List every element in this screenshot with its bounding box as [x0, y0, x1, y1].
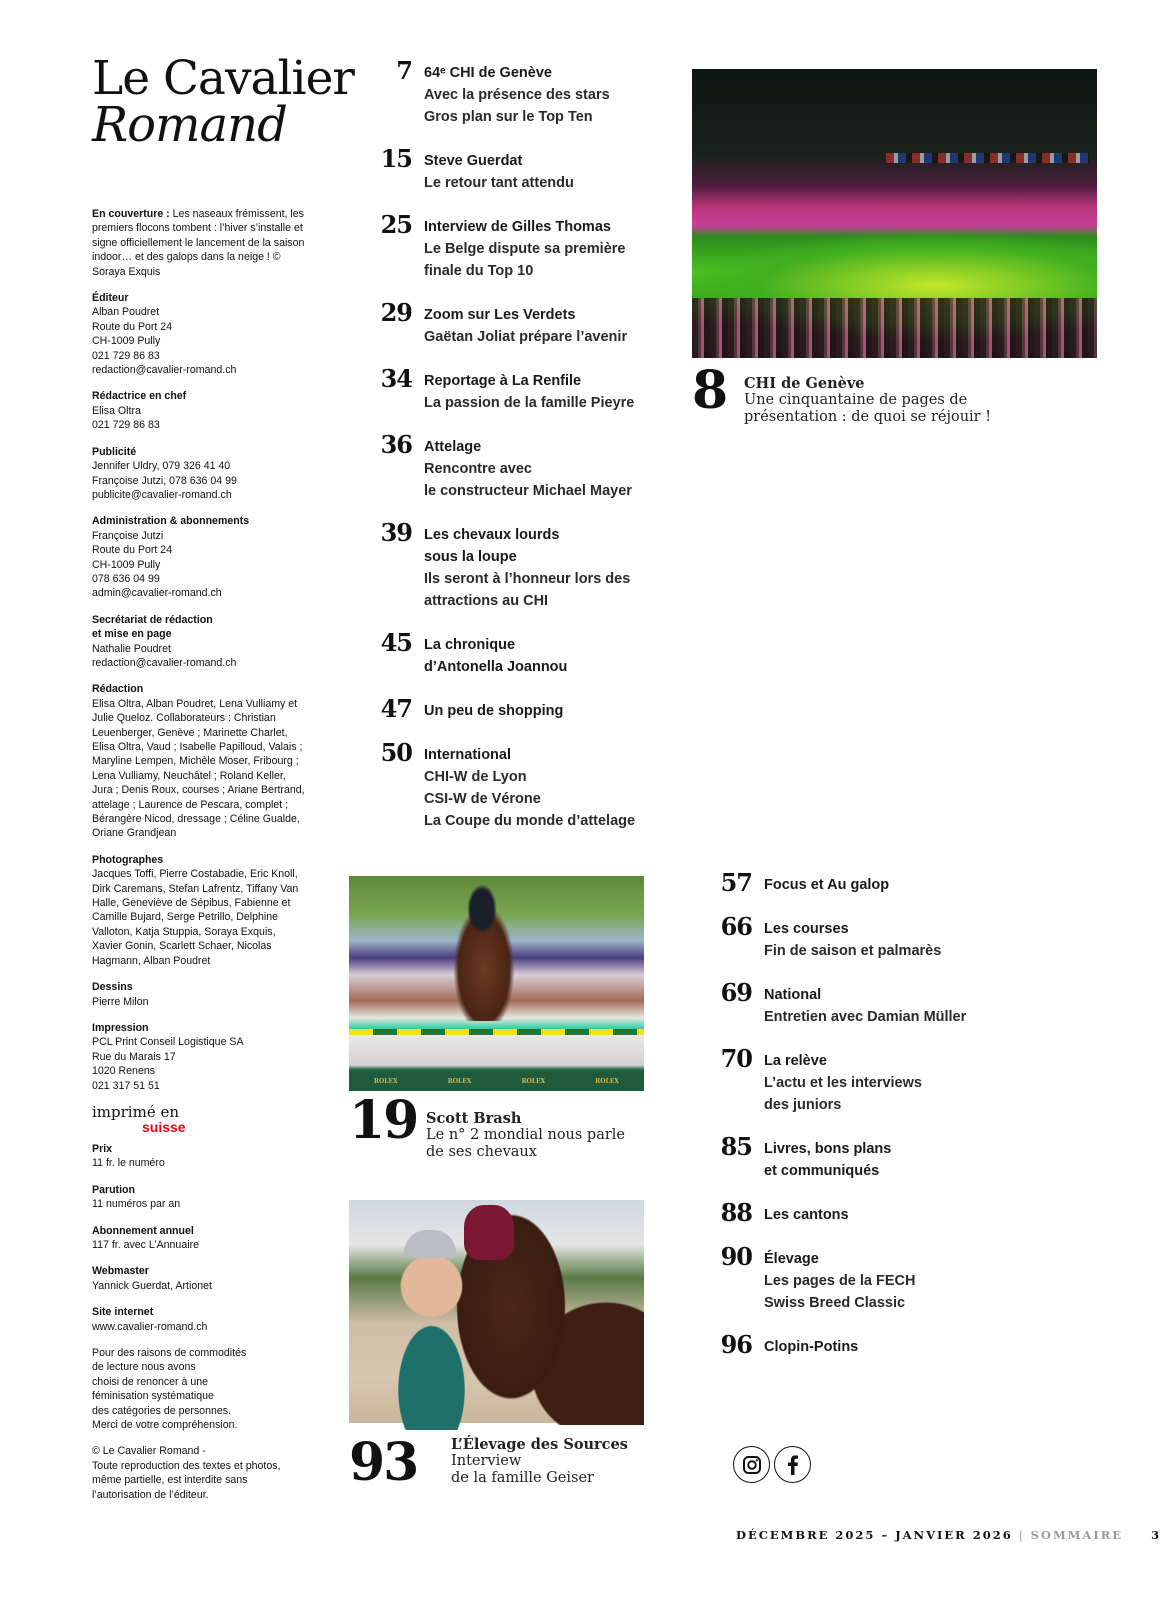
toc-entry[interactable]	[712, 912, 1012, 962]
made-in-line1: imprimé en	[92, 1102, 179, 1121]
cover-text: Les naseaux frémissent, les premiers flocons tombent : l’hiver s’installe et signe officiellement le lancement de la saison indoor… et des galops dans la neige ! © Soraya Exquis	[92, 208, 305, 278]
section-name: SOMMAIRE	[1030, 1528, 1124, 1542]
contact-link[interactable]: redaction@cavalier-romand.ch	[92, 364, 237, 377]
toc-subtitle: Les pages de la FECH	[764, 1273, 916, 1289]
imprint-block	[92, 853, 307, 968]
imprint-line: Yannick Guerdat, Artionet	[92, 1279, 212, 1292]
toc-title: Attelage	[424, 439, 482, 455]
facebook-icon[interactable]	[774, 1446, 811, 1483]
imprint-heading: Dessins	[92, 981, 133, 994]
imprint-line: CH-1009 Pully	[92, 335, 161, 348]
feature-page-number: 19	[349, 1090, 418, 1151]
toc-page-number: 88	[720, 1198, 752, 1227]
imprint-block	[92, 514, 307, 600]
imprint-heading: Rédaction	[92, 683, 144, 696]
toc-entry[interactable]	[712, 868, 1012, 897]
page-number: 3	[1151, 1528, 1161, 1542]
toc-entry[interactable]	[712, 1132, 1012, 1182]
feature-line: présentation : de quoi se réjouir !	[744, 409, 992, 425]
imprint-line: PCL Print Conseil Logistique SA	[92, 1036, 244, 1049]
toc-entry[interactable]	[372, 144, 672, 194]
toc-page-number: 7	[396, 56, 412, 85]
imprint-line: 11 numéros par an	[92, 1198, 181, 1211]
imprint-blocks-2	[92, 1142, 307, 1334]
toc-subtitle: CHI-W de Lyon	[424, 769, 527, 785]
imprint-column	[92, 207, 307, 1514]
imprint-heading: Abonnement annuel	[92, 1224, 194, 1237]
toc-title: La chronique	[424, 637, 516, 653]
toc-subtitle: Swiss Breed Classic	[764, 1295, 906, 1311]
imprint-block	[92, 445, 307, 503]
copyright-line: l’autorisation de l’éditeur.	[92, 1488, 209, 1501]
imprint-blocks	[92, 291, 307, 1093]
toc-subtitle: L’actu et les interviews	[764, 1075, 922, 1091]
toc-title: Les cantons	[764, 1207, 849, 1223]
toc-title: Steve Guerdat	[424, 153, 523, 169]
feature-line: de la famille Geiser	[451, 1470, 594, 1486]
photo-elevage-des-sources	[349, 1200, 644, 1423]
imprint-line: 021 729 86 83	[92, 349, 160, 362]
feature-line: de ses chevaux	[426, 1144, 537, 1160]
toc-subtitle: Ils seront à l’honneur lors des	[424, 571, 631, 587]
toc-page-number: 66	[720, 912, 752, 941]
imprint-heading: Site internet	[92, 1306, 154, 1319]
feature-title: L’Élevage des Sources	[451, 1436, 628, 1453]
imprint-heading: Administration & abonnements	[92, 515, 250, 528]
toc-center	[372, 56, 672, 854]
notice-line: de lecture nous avons	[92, 1361, 196, 1374]
imprint-line: Elisa Oltra	[92, 404, 141, 417]
page-footer	[736, 1528, 1161, 1542]
toc-page-number: 29	[380, 298, 412, 327]
masthead-line1: Le Cavalier	[92, 51, 354, 106]
imprint-block	[92, 613, 307, 671]
imprint-heading: Éditeur	[92, 292, 129, 305]
toc-title: Élevage	[764, 1251, 819, 1267]
toc-entry[interactable]	[372, 518, 672, 612]
toc-subtitle: Rencontre avec	[424, 461, 532, 477]
toc-title: et communiqués	[764, 1163, 880, 1179]
imprint-line: 1020 Renens	[92, 1065, 156, 1078]
toc-title: Un peu de shopping	[424, 703, 564, 719]
feature-page-number: 8	[692, 360, 727, 421]
toc-entry[interactable]	[372, 56, 672, 128]
toc-title: Clopin-Potins	[764, 1339, 859, 1355]
notice-line: Merci de votre compréhension.	[92, 1419, 238, 1432]
toc-entry[interactable]	[712, 1044, 1012, 1116]
toc-right	[712, 868, 1012, 1380]
imprint-heading: Prix	[92, 1142, 113, 1155]
toc-subtitle: Le Belge dispute sa première	[424, 241, 626, 257]
contact-link[interactable]: admin@cavalier-romand.ch	[92, 587, 222, 600]
notice-line: Pour des raisons de commodités	[92, 1347, 247, 1359]
imprint-heading: Secrétariat de rédaction	[92, 613, 213, 626]
toc-entry[interactable]	[372, 298, 672, 348]
toc-entry[interactable]	[372, 364, 672, 414]
toc-page-number: 34	[380, 364, 412, 393]
toc-page-number: 47	[380, 694, 412, 723]
toc-title: Les chevaux lourds	[424, 527, 560, 543]
copyright-line: © Le Cavalier Romand -	[92, 1445, 206, 1458]
imprint-heading: Photographes	[92, 853, 164, 866]
toc-subtitle: Le retour tant attendu	[424, 175, 574, 191]
imprint-heading: Parution	[92, 1183, 135, 1196]
imprint-block	[92, 1305, 307, 1334]
copyright-line: même partielle, est interdite sans	[92, 1474, 248, 1487]
masthead-line2: Romand	[92, 97, 287, 153]
made-in-line2: suisse	[142, 1118, 186, 1135]
imprint-block	[92, 682, 307, 840]
banner-text: ROLEX	[447, 1077, 472, 1085]
imprint-line: Alban Poudret	[92, 306, 160, 319]
contact-link[interactable]: www.cavalier-romand.ch	[92, 1320, 208, 1333]
notice-line: des catégories de personnes.	[92, 1404, 231, 1417]
toc-title: 64ᵉ CHI de Genève	[424, 65, 552, 81]
imprint-line: Rue du Marais 17	[92, 1050, 176, 1063]
imprint-line: 021 317 51 51	[92, 1079, 160, 1092]
imprint-line: Françoise Jutzi	[92, 529, 164, 542]
imprint-block	[92, 1224, 307, 1253]
imprint-line: CH-1009 Pully	[92, 558, 161, 571]
notice-line: choisi de renoncer à une	[92, 1375, 209, 1388]
made-in-switzerland-logo	[92, 1102, 307, 1135]
imprint-block	[92, 1142, 307, 1171]
issue-date: DÉCEMBRE 2025 – JANVIER 2026	[736, 1528, 1013, 1542]
imprint-heading: Impression	[92, 1021, 149, 1034]
imprint-block	[92, 980, 307, 1009]
imprint-block	[92, 291, 307, 377]
toc-title: Livres, bons plans	[764, 1141, 892, 1157]
imprint-heading: Publicité	[92, 445, 137, 458]
imprint-line: 117 fr. avec L’Annuaire	[92, 1238, 199, 1251]
toc-entry[interactable]	[712, 1198, 1012, 1227]
toc-title: sous la loupe	[424, 549, 517, 565]
toc-page-number: 69	[720, 978, 752, 1007]
toc-page-number: 85	[720, 1132, 752, 1161]
toc-entry[interactable]	[372, 430, 672, 502]
cover-label: En couverture :	[92, 208, 170, 220]
contact-link[interactable]: redaction@cavalier-romand.ch	[92, 656, 237, 669]
photo-chi-geneve-arena	[692, 69, 1097, 358]
toc-subtitle: CSI-W de Vérone	[424, 791, 541, 807]
imprint-block	[92, 1021, 307, 1093]
banner-text: ROLEX	[521, 1077, 546, 1085]
copyright	[92, 1444, 307, 1502]
toc-entry[interactable]	[372, 694, 672, 723]
feature-line: Interview	[451, 1453, 522, 1469]
toc-page-number: 90	[720, 1242, 752, 1271]
rider	[467, 884, 497, 934]
banner-text: ROLEX	[374, 1077, 398, 1085]
imprint-heading: Webmaster	[92, 1265, 149, 1278]
imprint-line: Jennifer Uldry, 079 326 41 40	[92, 460, 231, 473]
toc-page-number: 45	[380, 628, 412, 657]
toc-entry[interactable]	[712, 1242, 1012, 1314]
notice-line: féminisation systématique	[92, 1390, 214, 1403]
toc-page-number: 25	[380, 210, 412, 239]
toc-entry[interactable]	[372, 628, 672, 678]
contact-link[interactable]: publicite@cavalier-romand.ch	[92, 488, 232, 501]
toc-subtitle: La passion de la famille Pieyre	[424, 395, 635, 411]
imprint-text: Elisa Oltra, Alban Poudret, Lena Vulliamy et Julie Queloz. Collaborateurs : Christian Leuenberger, Genève ; Marinette Charlet, Elisa Oltra, Vaud ; Isabelle Papilloud, Valais ; Maryline Lempen, Michèle Moser, Fribourg ; Lena Vulliamy, Neuchâtel ; Roland Keller, Jura ; Denis Roux, courses ; Ariane Bertrand, attelage ; Laurence de Pescara, complet ; Bérangère Nicod, dressage ; Céline Gualde, Oriane Grandjean	[92, 697, 305, 840]
imprint-line: Route du Port 24	[92, 320, 173, 333]
toc-title: Focus et Au galop	[764, 877, 890, 893]
footer-separator: |	[1018, 1528, 1025, 1542]
imprint-line: 078 636 04 99	[92, 572, 160, 585]
feature-line: Le n° 2 mondial nous parle	[426, 1127, 626, 1143]
toc-subtitle: La Coupe du monde d’attelage	[424, 813, 636, 829]
masthead	[92, 51, 354, 153]
imprint-heading: Rédactrice en chef	[92, 390, 187, 403]
notice	[92, 1346, 307, 1432]
toc-title: International	[424, 747, 512, 763]
feature-title: CHI de Genève	[744, 375, 865, 392]
jump-pole	[349, 1029, 644, 1035]
banner-text: ROLEX	[595, 1077, 619, 1085]
cover-credit	[92, 207, 307, 279]
toc-page-number: 57	[720, 868, 752, 897]
toc-subtitle: attractions au CHI	[424, 593, 549, 609]
toc-title: Interview de Gilles Thomas	[424, 219, 611, 235]
imprint-line: 11 fr. le numéro	[92, 1157, 165, 1170]
toc-entry[interactable]	[712, 1330, 1012, 1359]
toc-page-number: 15	[380, 144, 412, 173]
toc-subtitle: Gaëtan Joliat prépare l’avenir	[424, 329, 628, 345]
imprint-line: Pierre Milon	[92, 995, 149, 1008]
imprint-line: 021 729 86 83	[92, 419, 160, 432]
social-links	[733, 1446, 811, 1483]
toc-entry[interactable]	[372, 210, 672, 282]
copyright-line: Toute reproduction des textes et photos,	[92, 1459, 281, 1472]
toc-page-number: 96	[720, 1330, 752, 1359]
toc-page-number: 36	[380, 430, 412, 459]
photo-scott-brash	[349, 876, 644, 1091]
instagram-icon[interactable]	[733, 1446, 770, 1483]
toc-subtitle: finale du Top 10	[424, 263, 534, 279]
rider	[389, 1230, 474, 1430]
imprint-line: Nathalie Poudret	[92, 642, 171, 655]
toc-subtitle: Fin de saison et palmarès	[764, 943, 942, 959]
imprint-text: Jacques Toffi, Pierre Costabadie, Eric Knoll, Dirk Caremans, Stefan Lafrentz, Tiffany Van Halle, Geneviève de Sépibus, Fabienne et Camille Bujard, Serge Petrillo, Delphine Valloton, Katja Stuppia, Soraya Exquis, Xavier Gonin, Scarlett Schaer, Nicolas Hagmann, Alban Poudret	[92, 868, 299, 967]
toc-title: National	[764, 987, 822, 1003]
feature-page-number: 93	[349, 1432, 418, 1493]
toc-subtitle: Entretien avec Damian Müller	[764, 1009, 967, 1025]
feature-line: Une cinquantaine de pages de	[744, 392, 968, 408]
imprint-line: Françoise Jutzi, 078 636 04 99	[92, 474, 237, 487]
imprint-line: Route du Port 24	[92, 544, 173, 557]
feature-title: Scott Brash	[426, 1110, 522, 1127]
imprint-block	[92, 389, 307, 432]
imprint-block	[92, 1183, 307, 1212]
toc-entry[interactable]	[712, 978, 1012, 1028]
toc-title: Reportage à La Renfile	[424, 373, 582, 389]
toc-entry[interactable]	[372, 738, 672, 832]
flags	[886, 153, 1089, 163]
toc-subtitle: Gros plan sur le Top Ten	[424, 109, 593, 125]
toc-title: Zoom sur Les Verdets	[424, 307, 576, 323]
sponsor-banner	[349, 1071, 644, 1091]
toc-title: d’Antonella Joannou	[424, 659, 568, 675]
crowd	[692, 298, 1097, 358]
toc-title: Les courses	[764, 921, 849, 937]
toc-page-number: 50	[380, 738, 412, 767]
toc-page-number: 39	[380, 518, 412, 547]
toc-title: La relève	[764, 1053, 827, 1069]
toc-page-number: 70	[720, 1044, 752, 1073]
imprint-heading: et mise en page	[92, 628, 172, 641]
toc-subtitle: le constructeur Michael Mayer	[424, 483, 632, 499]
toc-subtitle: des juniors	[764, 1097, 842, 1113]
imprint-block	[92, 1264, 307, 1293]
toc-subtitle: Avec la présence des stars	[424, 87, 610, 103]
